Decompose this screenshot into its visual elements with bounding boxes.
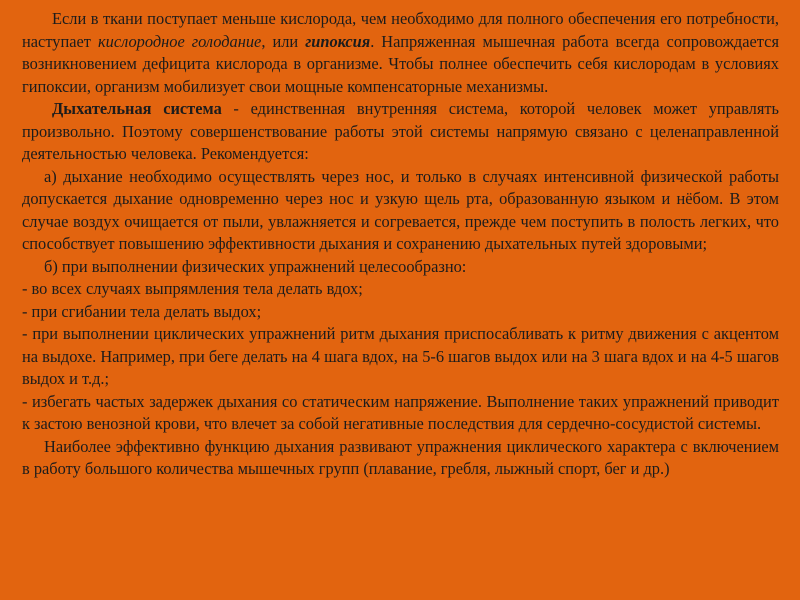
paragraph-hypoxia-text-2: , или: [261, 31, 306, 51]
slide-text-body: [22, 8, 779, 481]
bullet-item-inhale: - во всех случаях выпрямления тела делать вдох;: [22, 279, 363, 298]
term-respiratory-system: Дыхательная система: [52, 99, 222, 118]
recommendation-b: б) при выполнении физических упражнений целесообразно:: [44, 256, 467, 276]
term-oxygen-starvation: кислородное голодание: [97, 31, 262, 51]
paragraph-conclusion: Наиболее эффективно функцию дыхания развивают упражнения циклического характера с включением в работу большого количества мышечных групп (плавание, гребля, лыжный спорт, бег и др.): [22, 436, 779, 478]
bullet-item-exhale: - при сгибании тела делать выдох;: [22, 301, 262, 321]
paragraph-hypoxia: [22, 8, 779, 98]
recommendation-a: а) дыхание необходимо осуществлять через нос, и только в случаях интенсивной физической работы допускается дыхание одновременно через нос и узкую щель рта, образованную языком и нёбом. В этом случае воздух очищается от пыли, увлажняется и согревается, прежде чем поступить в полость легких, что способствует повышению эффективности дыхания и сохранению дыхательных путей здоровыми;: [22, 166, 779, 253]
bullet-item-rhythm: - при выполнении циклических упражнений ритм дыхания приспосабливать к ритму движения с акцентом на выдохе. Например, при беге делать на 4 шага вдох, на 5-6 шагов выдох или на 3 шага вдох и на 4-5 шагов выдох и т.д.;: [22, 324, 779, 388]
term-hypoxia: гипоксия: [305, 31, 371, 51]
paragraph-respiratory-system: [22, 98, 779, 166]
paragraph-hypoxia-text-1: Если в ткани поступает меньше кислорода, чем необходимо для полного обеспечения его потребности, наступает: [22, 9, 779, 51]
bullet-item-breath-holding: - избегать частых задержек дыхания со статическим напряжение. Выполнение таких упражнений приводит к застою венозной крови, что влечет за собой негативные последствия для сердечно-сосудистой системы.: [22, 391, 779, 433]
paragraph-hypoxia-text-3: . Напряженная мышечная работа всегда сопровождается возникновением дефицита кислорода в организме. Чтобы полнее обеспечить себя кислородам в условиях гипоксии, организм мобилизует свои мощные компенсаторные механизмы.: [22, 31, 779, 96]
paragraph-respiratory-system-text: - единственная внутренняя система, которой человек может управлять произвольно. Поэтому совершенствование работы этой системы напрямую связано с целенаправленной деятельностью человека. Рекомендуется:: [22, 99, 780, 163]
